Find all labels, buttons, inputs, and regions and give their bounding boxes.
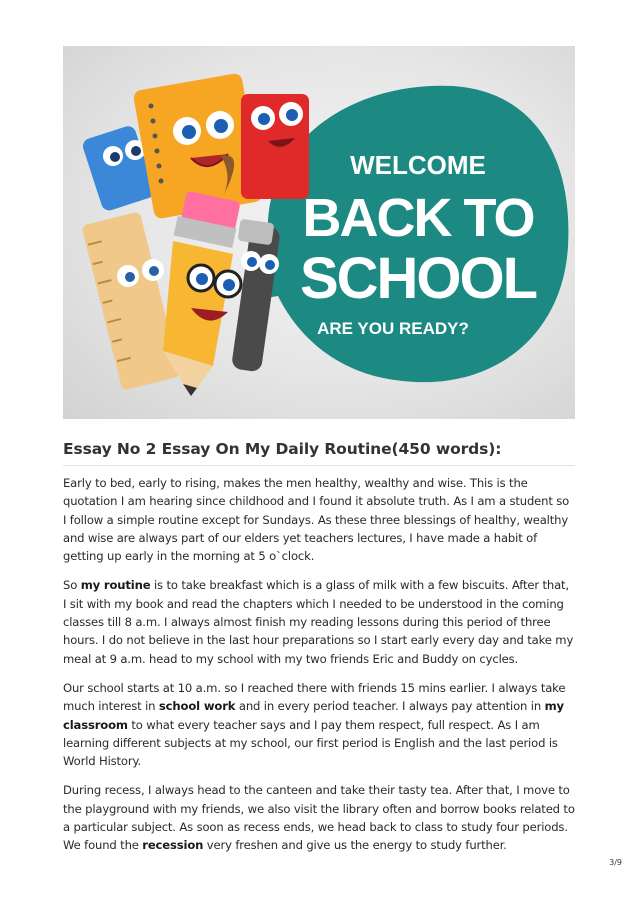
paragraph-3 [63,679,575,770]
bold-phrase-recession: recession [142,838,204,853]
welcome-text: WELCOME [350,150,486,180]
school-text: SCHOOL [299,246,537,311]
text-run: During recess, I always head to the canteen and take their tasty tea. After that, I move to the playground with my friends, we also visit the library often and borrow books related to a particular subject. As soon as recess ends, we head back to class to study four periods. We found the [63,783,575,853]
bold-phrase-my-classroom: my classroom [63,699,564,732]
text-run: is to take breakfast which is a glass of milk with a few biscuits. After that, I sit with my book and read the chapters which I needed to be understood in the coming classes till 8 a.m. I always almost finish my reading lessons during this period of three hours. I do not believe in the last hour preparations so I start early every day and take my meal at 9 a.m. head to my school with my two friends Eric and Buddy on cycles. [63,578,574,666]
hero-image [63,46,575,419]
text-run: So [63,578,81,593]
ruler-character [81,211,180,390]
text-run: Our school starts at 10 a.m. so I reached there with friends 15 mins earlier. I always take much interest in [63,680,566,714]
essay-heading: Essay No 2 Essay On My Daily Routine(450 words): [63,440,502,458]
paragraph-2 [63,576,575,667]
back-to-school-illustration [63,46,575,419]
pencil-character [163,191,241,396]
text-run: very freshen and give us the energy to study further. [203,838,507,853]
paragraph-1: Early to bed, early to rising, makes the men healthy, wealthy and wise. This is the quotation I am hearing since childhood and I found it absolute truth. As I am a student so I follow a simple routine except for Sundays. As these three blessings of healthy, wealthy and wise are always part of our elders yet teachers lectures, I have made a habit of getting up early in the morning at 5 o`clock. [63,476,570,564]
text-run: to what every teacher says and I pay them respect, full respect. As I am learning different subjects at my school, our first period is English and the last period is World History. [63,717,558,769]
essay-body [63,474,575,866]
heading-divider [63,465,575,466]
red-crayon-character [241,94,309,199]
page-number: 3/9 [609,858,622,867]
bold-phrase-my-routine: my routine [80,578,151,593]
are-you-ready-text: ARE YOU READY? [317,319,469,338]
text-run: and in every period teacher. I always pay attention in [235,699,545,714]
paragraph-4 [63,781,575,854]
bold-phrase-school-work: school work [158,699,236,714]
back-to-text: BACK TO [302,188,534,248]
